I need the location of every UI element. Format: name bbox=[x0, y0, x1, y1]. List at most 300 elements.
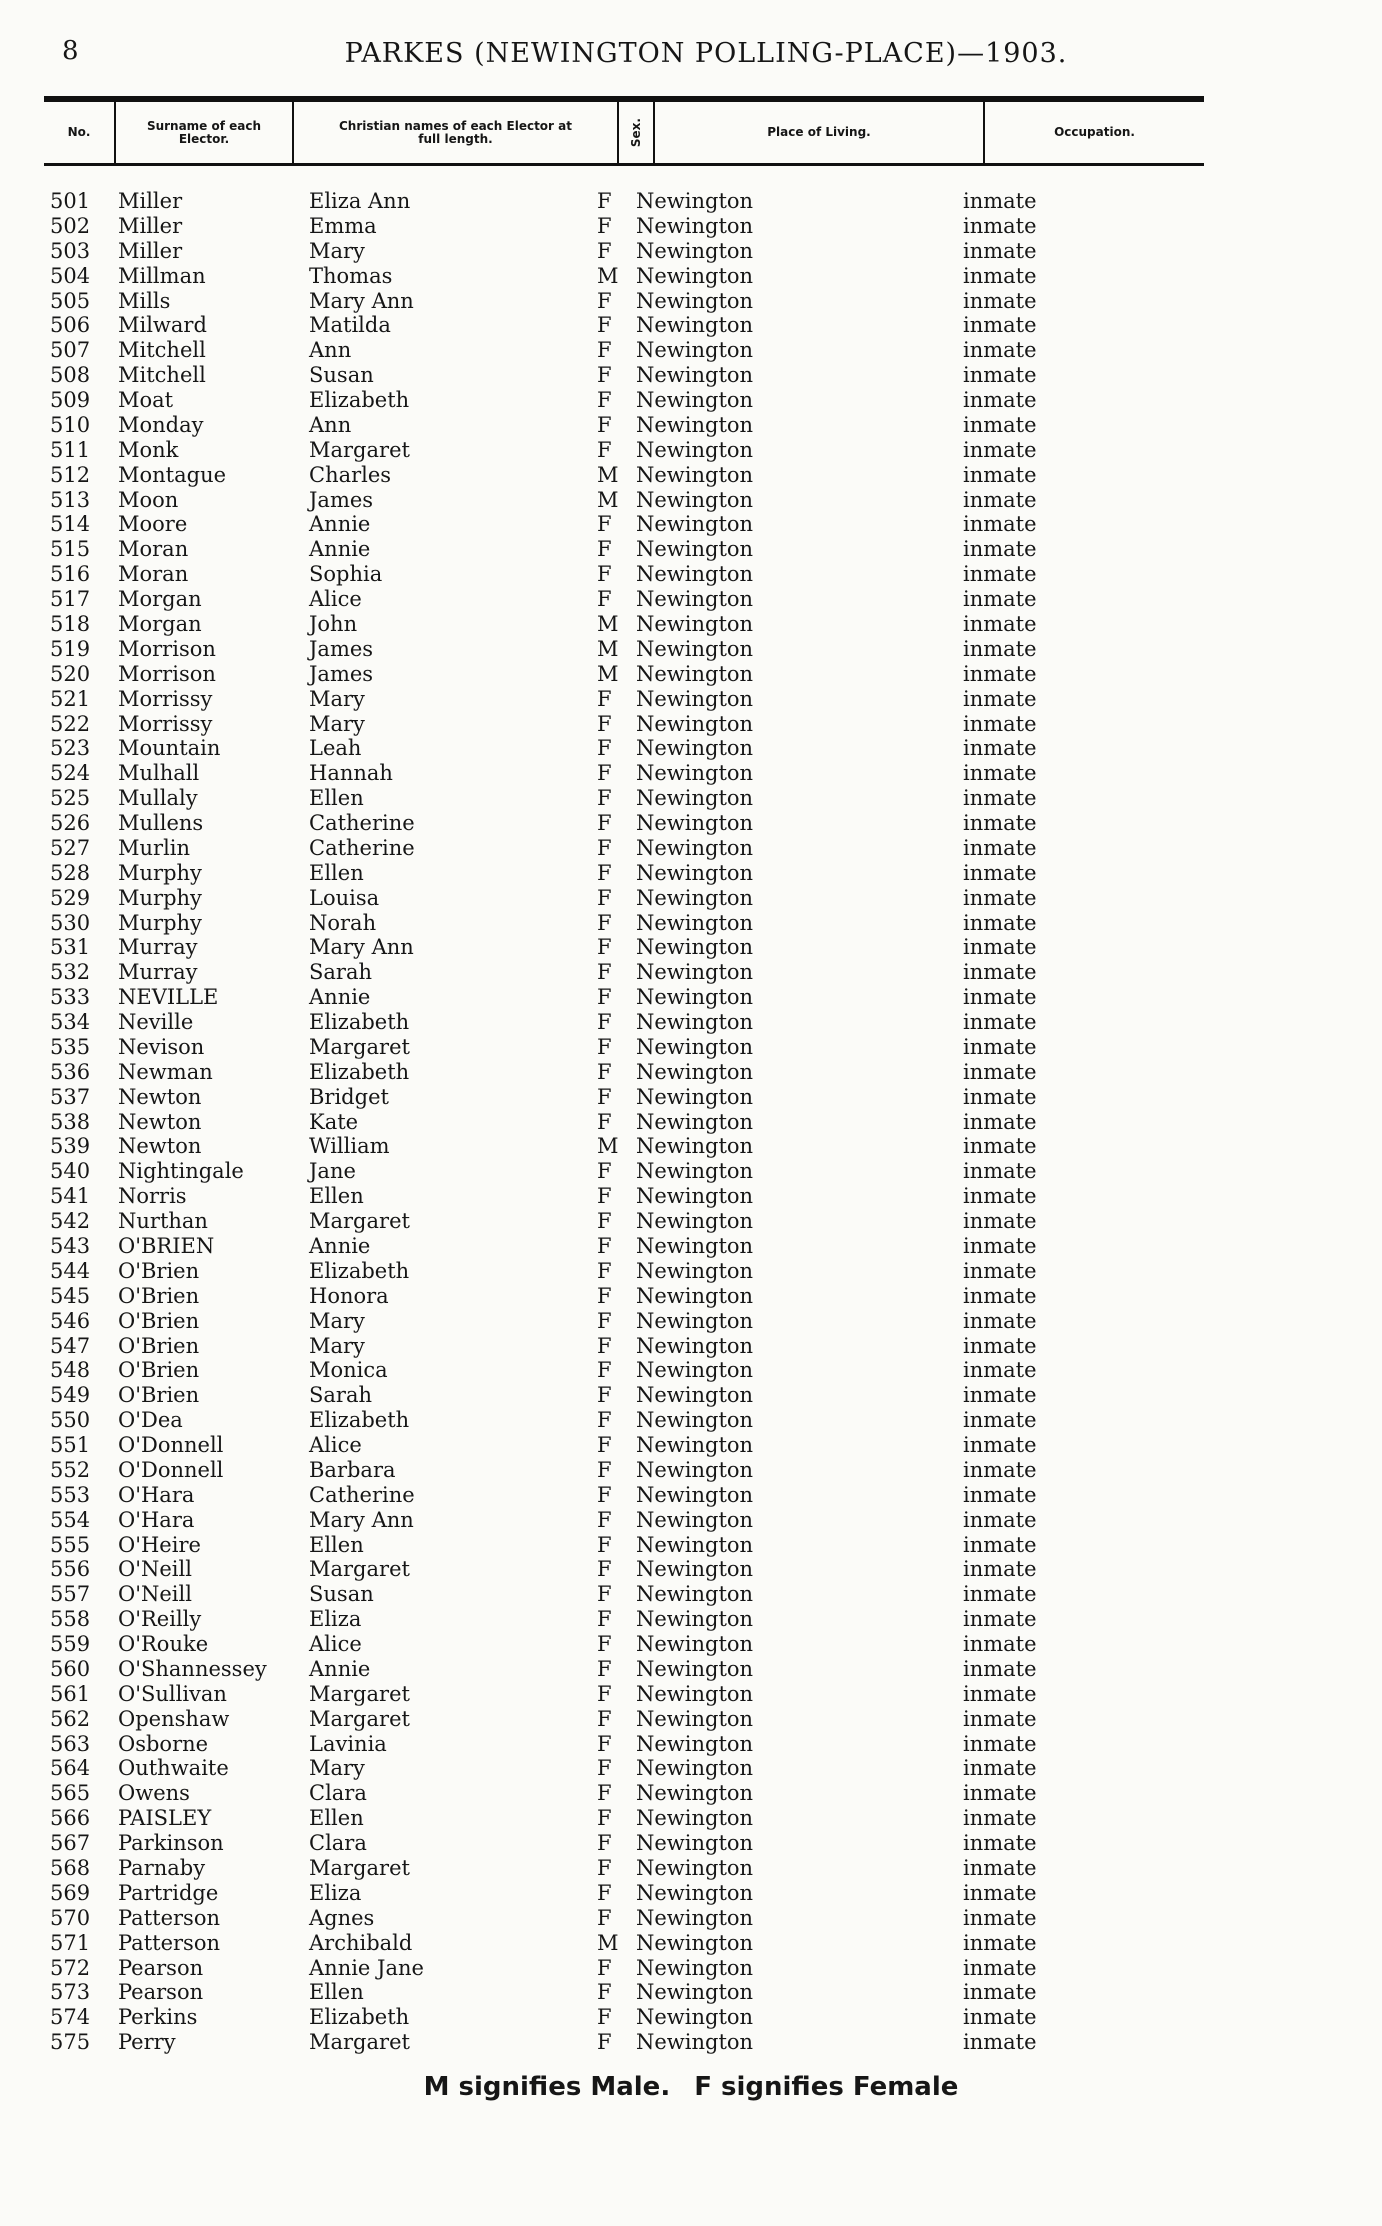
table-row bbox=[0, 960, 1382, 985]
table-row bbox=[0, 239, 1382, 264]
row-christian-names: Susan bbox=[309, 363, 374, 388]
table-row bbox=[0, 1632, 1382, 1657]
row-christian-names: Elizabeth bbox=[309, 1258, 410, 1283]
row-number: 518 bbox=[50, 612, 91, 636]
row-number: 506 bbox=[50, 313, 91, 338]
row-christian-names: Margaret bbox=[309, 2030, 410, 2055]
row-number: 522 bbox=[50, 711, 91, 736]
row-surname: Murphy bbox=[118, 910, 202, 935]
row-place: Newington bbox=[636, 1482, 754, 1507]
table-row bbox=[0, 1931, 1382, 1956]
row-surname: O'Dea bbox=[118, 1408, 183, 1433]
row-occupation: inmate bbox=[963, 1806, 1037, 1831]
row-occupation: inmate bbox=[963, 612, 1037, 636]
row-christian-names: Clara bbox=[309, 1831, 367, 1856]
row-christian-names: Margaret bbox=[309, 1034, 410, 1059]
row-christian-names: Mary bbox=[309, 1308, 365, 1333]
row-place: Newington bbox=[636, 1980, 754, 2005]
row-sex: F bbox=[597, 288, 612, 313]
row-occupation: inmate bbox=[963, 1831, 1037, 1856]
row-place: Newington bbox=[636, 562, 754, 587]
row-sex: F bbox=[597, 1408, 612, 1433]
row-surname: Osborne bbox=[118, 1731, 209, 1756]
row-christian-names: Sarah bbox=[309, 960, 372, 985]
row-occupation: inmate bbox=[963, 1980, 1037, 2005]
row-sex: F bbox=[597, 1383, 612, 1408]
row-occupation: inmate bbox=[963, 587, 1037, 612]
row-sex: F bbox=[597, 1333, 612, 1358]
table-row bbox=[0, 1010, 1382, 1035]
row-number: 557 bbox=[50, 1582, 91, 1607]
row-surname: Murphy bbox=[118, 885, 202, 910]
row-number: 508 bbox=[50, 363, 91, 388]
row-sex: F bbox=[597, 1607, 612, 1632]
row-sex: F bbox=[597, 587, 612, 612]
row-number: 550 bbox=[50, 1408, 91, 1433]
table-row bbox=[0, 1334, 1382, 1359]
row-christian-names: Margaret bbox=[309, 1557, 410, 1582]
row-surname: Mulhall bbox=[118, 761, 200, 786]
row-surname: Mullaly bbox=[118, 786, 198, 811]
row-number: 519 bbox=[50, 636, 91, 661]
table-row bbox=[0, 1508, 1382, 1533]
row-occupation: inmate bbox=[963, 1134, 1037, 1159]
row-sex: F bbox=[597, 1034, 612, 1059]
row-place: Newington bbox=[636, 686, 754, 711]
row-number: 541 bbox=[50, 1184, 91, 1209]
row-christian-names: Elizabeth bbox=[309, 2005, 410, 2030]
row-sex: F bbox=[597, 562, 612, 587]
row-sex: F bbox=[597, 960, 612, 985]
row-christian-names: Elizabeth bbox=[309, 1408, 410, 1433]
row-place: Newington bbox=[636, 1333, 754, 1358]
row-occupation: inmate bbox=[963, 786, 1037, 811]
row-surname: Millman bbox=[118, 263, 206, 288]
row-occupation: inmate bbox=[963, 1856, 1037, 1880]
row-sex: F bbox=[597, 1706, 612, 1731]
row-sex: F bbox=[597, 512, 612, 537]
row-occupation: inmate bbox=[963, 1383, 1037, 1408]
row-occupation: inmate bbox=[963, 487, 1037, 512]
row-sex: F bbox=[597, 1955, 612, 1980]
header-occupation: Occupation. bbox=[1054, 125, 1135, 139]
table-row bbox=[0, 1881, 1382, 1906]
row-christian-names: Norah bbox=[309, 910, 377, 935]
table-row bbox=[0, 1408, 1382, 1433]
row-occupation: inmate bbox=[963, 1607, 1037, 1632]
row-place: Newington bbox=[636, 1034, 754, 1059]
row-place: Newington bbox=[636, 487, 754, 512]
row-surname: Newton bbox=[118, 1084, 202, 1109]
row-sex: F bbox=[597, 2030, 612, 2055]
row-sex: F bbox=[597, 1433, 612, 1457]
row-number: 556 bbox=[50, 1557, 91, 1582]
row-occupation: inmate bbox=[963, 1184, 1037, 1209]
row-surname: O'Neill bbox=[118, 1582, 192, 1607]
row-sex: F bbox=[597, 1756, 612, 1781]
row-occupation: inmate bbox=[963, 835, 1037, 860]
row-place: Newington bbox=[636, 412, 754, 437]
row-place: Newington bbox=[636, 1955, 754, 1980]
table-row bbox=[0, 637, 1382, 662]
row-christian-names: Susan bbox=[309, 1582, 374, 1607]
row-sex: F bbox=[597, 1209, 612, 1234]
table-row bbox=[0, 1607, 1382, 1632]
row-occupation: inmate bbox=[963, 263, 1037, 288]
row-number: 516 bbox=[50, 562, 91, 587]
row-sex: F bbox=[597, 1109, 612, 1134]
row-occupation: inmate bbox=[963, 1408, 1037, 1433]
table-row bbox=[0, 413, 1382, 438]
row-place: Newington bbox=[636, 1358, 754, 1383]
row-sex: F bbox=[597, 189, 612, 213]
row-occupation: inmate bbox=[963, 1706, 1037, 1731]
table-row bbox=[0, 363, 1382, 388]
table-row bbox=[0, 985, 1382, 1010]
row-place: Newington bbox=[636, 213, 754, 238]
row-christian-names: Mary bbox=[309, 1756, 365, 1781]
row-surname: O'Hara bbox=[118, 1507, 195, 1532]
table-row bbox=[0, 1781, 1382, 1806]
row-number: 559 bbox=[50, 1632, 91, 1656]
row-christian-names: Alice bbox=[309, 587, 362, 612]
row-occupation: inmate bbox=[963, 1482, 1037, 1507]
row-occupation: inmate bbox=[963, 412, 1037, 437]
row-place: Newington bbox=[636, 1930, 754, 1955]
row-christian-names: Barbara bbox=[309, 1457, 396, 1482]
row-number: 515 bbox=[50, 537, 91, 562]
row-place: Newington bbox=[636, 1109, 754, 1134]
row-occupation: inmate bbox=[963, 711, 1037, 736]
table-row bbox=[0, 214, 1382, 239]
table-row bbox=[0, 1906, 1382, 1931]
row-occupation: inmate bbox=[963, 2030, 1037, 2055]
row-occupation: inmate bbox=[963, 562, 1037, 587]
row-christian-names: James bbox=[309, 636, 374, 661]
row-occupation: inmate bbox=[963, 1234, 1037, 1258]
row-sex: F bbox=[597, 1308, 612, 1333]
row-surname: PAISLEY bbox=[118, 1806, 212, 1831]
row-place: Newington bbox=[636, 736, 754, 761]
row-place: Newington bbox=[636, 910, 754, 935]
row-occupation: inmate bbox=[963, 860, 1037, 885]
row-occupation: inmate bbox=[963, 2005, 1037, 2030]
table-row bbox=[0, 388, 1382, 413]
row-sex: F bbox=[597, 1806, 612, 1831]
row-place: Newington bbox=[636, 1781, 754, 1806]
row-sex: F bbox=[597, 1507, 612, 1532]
row-number: 560 bbox=[50, 1656, 91, 1681]
row-occupation: inmate bbox=[963, 437, 1037, 462]
row-occupation: inmate bbox=[963, 1930, 1037, 1955]
row-christian-names: John bbox=[309, 612, 358, 636]
row-sex: F bbox=[597, 213, 612, 238]
row-occupation: inmate bbox=[963, 1955, 1037, 1980]
row-occupation: inmate bbox=[963, 1283, 1037, 1308]
row-occupation: inmate bbox=[963, 1258, 1037, 1283]
row-number: 573 bbox=[50, 1980, 91, 2005]
row-occupation: inmate bbox=[963, 213, 1037, 238]
row-christian-names: Annie bbox=[309, 1234, 371, 1258]
row-place: Newington bbox=[636, 587, 754, 612]
row-surname: Murphy bbox=[118, 860, 202, 885]
legend-male: M signifies Male. bbox=[423, 2072, 671, 2102]
row-place: Newington bbox=[636, 189, 754, 213]
row-number: 507 bbox=[50, 338, 91, 363]
row-occupation: inmate bbox=[963, 935, 1037, 960]
row-christian-names: Annie bbox=[309, 1656, 371, 1681]
row-place: Newington bbox=[636, 1557, 754, 1582]
row-place: Newington bbox=[636, 2005, 754, 2030]
row-sex: F bbox=[597, 1532, 612, 1557]
row-christian-names: Sophia bbox=[309, 562, 383, 587]
row-occupation: inmate bbox=[963, 686, 1037, 711]
row-number: 514 bbox=[50, 512, 91, 537]
row-surname: Monday bbox=[118, 412, 204, 437]
row-christian-names: Catherine bbox=[309, 835, 415, 860]
row-sex: F bbox=[597, 1482, 612, 1507]
row-occupation: inmate bbox=[963, 761, 1037, 786]
row-christian-names: Eliza Ann bbox=[309, 189, 411, 213]
row-place: Newington bbox=[636, 885, 754, 910]
row-christian-names: Elizabeth bbox=[309, 1059, 410, 1084]
row-sex: F bbox=[597, 885, 612, 910]
row-surname: O'Sullivan bbox=[118, 1681, 227, 1706]
row-surname: O'Brien bbox=[118, 1258, 200, 1283]
row-place: Newington bbox=[636, 288, 754, 313]
row-number: 554 bbox=[50, 1507, 91, 1532]
row-surname: Morrissy bbox=[118, 686, 213, 711]
row-number: 524 bbox=[50, 761, 91, 786]
legend-footer bbox=[0, 2072, 1382, 2102]
row-sex: F bbox=[597, 1059, 612, 1084]
row-occupation: inmate bbox=[963, 1358, 1037, 1383]
row-place: Newington bbox=[636, 537, 754, 562]
row-place: Newington bbox=[636, 1234, 754, 1258]
row-place: Newington bbox=[636, 1383, 754, 1408]
row-sex: M bbox=[597, 636, 619, 661]
row-surname: Owens bbox=[118, 1781, 190, 1806]
row-surname: Murray bbox=[118, 960, 198, 985]
row-place: Newington bbox=[636, 1632, 754, 1656]
row-surname: Miller bbox=[118, 238, 183, 263]
row-christian-names: Mary Ann bbox=[309, 288, 414, 313]
row-sex: F bbox=[597, 1258, 612, 1283]
row-number: 503 bbox=[50, 238, 91, 263]
table-row bbox=[0, 1110, 1382, 1135]
table-row bbox=[0, 1184, 1382, 1209]
row-number: 548 bbox=[50, 1358, 91, 1383]
row-number: 534 bbox=[50, 1010, 91, 1034]
row-place: Newington bbox=[636, 1209, 754, 1234]
row-sex: F bbox=[597, 686, 612, 711]
row-number: 526 bbox=[50, 811, 91, 835]
row-sex: F bbox=[597, 537, 612, 562]
table-row bbox=[0, 1284, 1382, 1309]
table-row bbox=[0, 512, 1382, 537]
row-christian-names: Catherine bbox=[309, 811, 415, 835]
row-christian-names: Mary Ann bbox=[309, 935, 414, 960]
row-sex: F bbox=[597, 910, 612, 935]
row-surname: Moore bbox=[118, 512, 188, 537]
table-row bbox=[0, 886, 1382, 911]
row-occupation: inmate bbox=[963, 1557, 1037, 1582]
row-number: 505 bbox=[50, 288, 91, 313]
row-surname: Newton bbox=[118, 1134, 202, 1159]
table-row bbox=[0, 338, 1382, 363]
row-place: Newington bbox=[636, 1856, 754, 1880]
row-sex: F bbox=[597, 786, 612, 811]
row-place: Newington bbox=[636, 1681, 754, 1706]
row-occupation: inmate bbox=[963, 636, 1037, 661]
row-surname: Moat bbox=[118, 388, 174, 412]
row-number: 565 bbox=[50, 1781, 91, 1806]
row-surname: O'BRIEN bbox=[118, 1234, 215, 1258]
table-row bbox=[0, 836, 1382, 861]
row-number: 552 bbox=[50, 1457, 91, 1482]
row-surname: Norris bbox=[118, 1184, 187, 1209]
row-number: 564 bbox=[50, 1756, 91, 1781]
row-sex: F bbox=[597, 1856, 612, 1880]
table-row bbox=[0, 1557, 1382, 1582]
row-occupation: inmate bbox=[963, 1433, 1037, 1457]
row-number: 539 bbox=[50, 1134, 91, 1159]
table-row bbox=[0, 463, 1382, 488]
row-occupation: inmate bbox=[963, 288, 1037, 313]
row-occupation: inmate bbox=[963, 1756, 1037, 1781]
row-surname: O'Rouke bbox=[118, 1632, 209, 1656]
row-occupation: inmate bbox=[963, 1159, 1037, 1184]
row-surname: O'Hara bbox=[118, 1482, 195, 1507]
row-surname: Nevison bbox=[118, 1034, 205, 1059]
row-occupation: inmate bbox=[963, 238, 1037, 263]
row-christian-names: Mary bbox=[309, 238, 365, 263]
table-row bbox=[0, 1234, 1382, 1259]
row-place: Newington bbox=[636, 1905, 754, 1930]
row-number: 509 bbox=[50, 388, 91, 412]
row-sex: F bbox=[597, 1831, 612, 1856]
table-row bbox=[0, 687, 1382, 712]
row-sex: M bbox=[597, 661, 619, 686]
table-row bbox=[0, 1085, 1382, 1110]
row-number: 540 bbox=[50, 1159, 91, 1184]
row-number: 545 bbox=[50, 1283, 91, 1308]
row-number: 568 bbox=[50, 1856, 91, 1880]
row-christian-names: Monica bbox=[309, 1358, 388, 1383]
row-occupation: inmate bbox=[963, 885, 1037, 910]
row-surname: O'Donnell bbox=[118, 1457, 224, 1482]
table-row bbox=[0, 1383, 1382, 1408]
row-number: 512 bbox=[50, 462, 91, 487]
row-sex: F bbox=[597, 363, 612, 388]
row-sex: F bbox=[597, 736, 612, 761]
row-surname: Newton bbox=[118, 1109, 202, 1134]
row-number: 529 bbox=[50, 885, 91, 910]
row-sex: M bbox=[597, 612, 619, 636]
row-christian-names: Leah bbox=[309, 736, 362, 761]
table-row bbox=[0, 1707, 1382, 1732]
row-place: Newington bbox=[636, 1184, 754, 1209]
table-row bbox=[0, 1458, 1382, 1483]
row-sex: F bbox=[597, 1557, 612, 1582]
row-christian-names: Annie bbox=[309, 985, 371, 1010]
table-row bbox=[0, 712, 1382, 737]
table-row bbox=[0, 1483, 1382, 1508]
row-number: 530 bbox=[50, 910, 91, 935]
row-occupation: inmate bbox=[963, 736, 1037, 761]
row-place: Newington bbox=[636, 1258, 754, 1283]
row-place: Newington bbox=[636, 661, 754, 686]
row-christian-names: Eliza bbox=[309, 1880, 362, 1905]
row-occupation: inmate bbox=[963, 1905, 1037, 1930]
table-row bbox=[0, 911, 1382, 936]
row-christian-names: Eliza bbox=[309, 1607, 362, 1632]
row-number: 555 bbox=[50, 1532, 91, 1557]
row-place: Newington bbox=[636, 1010, 754, 1034]
row-occupation: inmate bbox=[963, 1507, 1037, 1532]
row-sex: F bbox=[597, 2005, 612, 2030]
row-sex: F bbox=[597, 1234, 612, 1258]
row-occupation: inmate bbox=[963, 1457, 1037, 1482]
row-christian-names: Jane bbox=[309, 1159, 356, 1184]
row-occupation: inmate bbox=[963, 189, 1037, 213]
row-surname: Pearson bbox=[118, 1955, 204, 1980]
row-christian-names: Honora bbox=[309, 1283, 389, 1308]
row-surname: Miller bbox=[118, 189, 183, 213]
table-row bbox=[0, 488, 1382, 513]
row-occupation: inmate bbox=[963, 1034, 1037, 1059]
row-christian-names: Ellen bbox=[309, 1980, 364, 2005]
row-surname: NEVILLE bbox=[118, 985, 219, 1010]
row-surname: O'Reilly bbox=[118, 1607, 202, 1632]
row-place: Newington bbox=[636, 935, 754, 960]
row-occupation: inmate bbox=[963, 388, 1037, 412]
row-occupation: inmate bbox=[963, 512, 1037, 537]
table-row bbox=[0, 1732, 1382, 1757]
row-surname: Perry bbox=[118, 2030, 176, 2055]
row-christian-names: Alice bbox=[309, 1433, 362, 1457]
table-row bbox=[0, 189, 1382, 214]
row-christian-names: Mary Ann bbox=[309, 1507, 414, 1532]
table-row bbox=[0, 1159, 1382, 1184]
row-christian-names: Margaret bbox=[309, 1856, 410, 1880]
row-number: 533 bbox=[50, 985, 91, 1010]
row-surname: O'Neill bbox=[118, 1557, 192, 1582]
row-christian-names: Catherine bbox=[309, 1482, 415, 1507]
row-occupation: inmate bbox=[963, 462, 1037, 487]
row-christian-names: Matilda bbox=[309, 313, 391, 338]
row-number: 549 bbox=[50, 1383, 91, 1408]
row-occupation: inmate bbox=[963, 960, 1037, 985]
row-number: 574 bbox=[50, 2005, 91, 2030]
row-sex: F bbox=[597, 761, 612, 786]
row-place: Newington bbox=[636, 1308, 754, 1333]
row-sex: F bbox=[597, 1084, 612, 1109]
row-christian-names: Lavinia bbox=[309, 1731, 387, 1756]
legend-female: F signifies Female bbox=[694, 2072, 959, 2102]
row-christian-names: Mary bbox=[309, 1333, 365, 1358]
row-christian-names: Mary bbox=[309, 711, 365, 736]
row-surname: Outhwaite bbox=[118, 1756, 229, 1781]
row-number: 521 bbox=[50, 686, 91, 711]
table-row bbox=[0, 2030, 1382, 2055]
row-surname: Mountain bbox=[118, 736, 221, 761]
table-row bbox=[0, 1433, 1382, 1458]
row-sex: F bbox=[597, 1781, 612, 1806]
row-occupation: inmate bbox=[963, 1308, 1037, 1333]
row-surname: Monk bbox=[118, 437, 179, 462]
row-number: 504 bbox=[50, 263, 91, 288]
